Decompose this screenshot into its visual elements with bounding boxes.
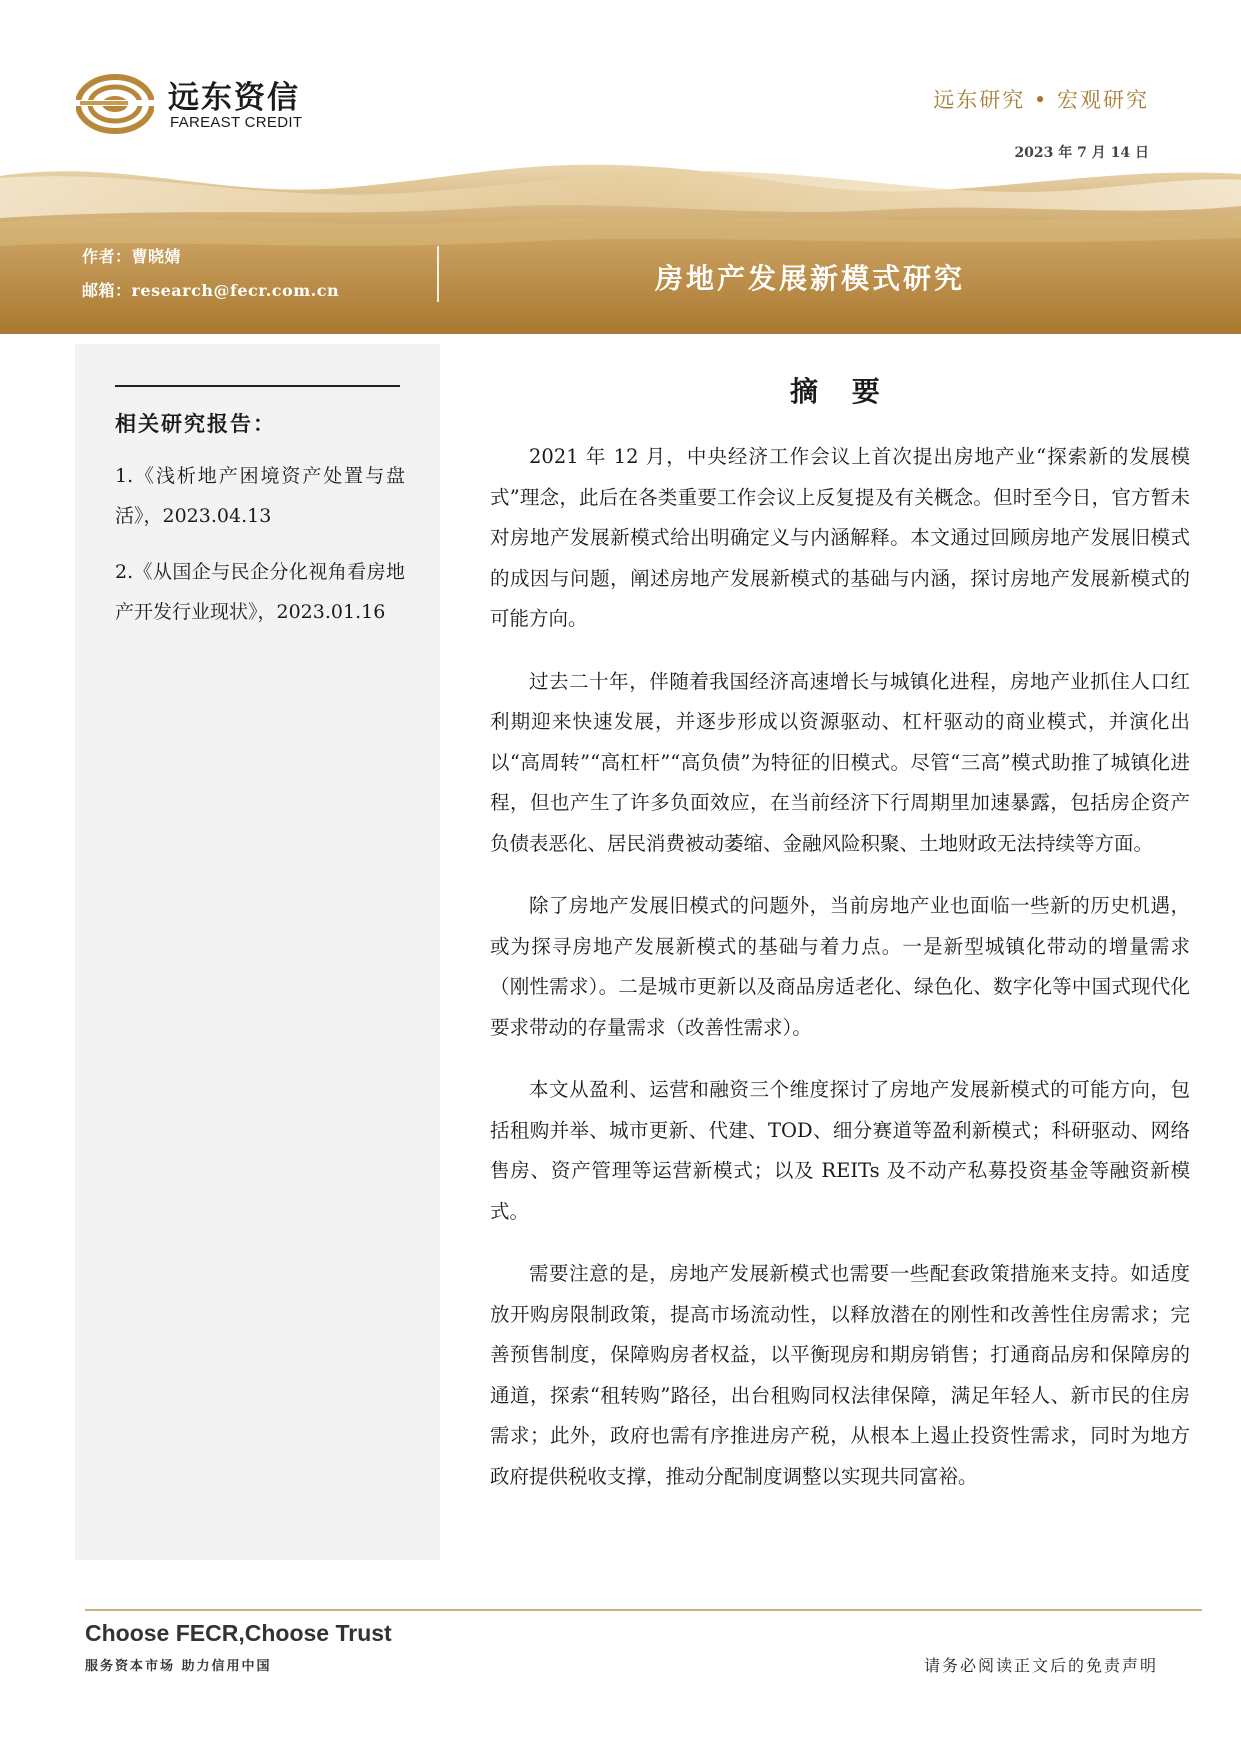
document-title: 房地产发展新模式研究 (655, 262, 966, 295)
title-banner (0, 158, 1241, 334)
summary-body (490, 437, 1190, 1519)
related-reports-list (115, 456, 405, 648)
footer-disclaimer: 请务必阅读正文后的免责声明 (923, 1656, 1158, 1675)
logo-emblem-icon (76, 74, 154, 134)
related-reports-heading: 相关研究报告： (115, 411, 276, 436)
related-report-item[interactable]: 1.《浅析地产困境资产处置与盘活》，2023.04.13 (115, 465, 405, 527)
sidebar-rule (115, 385, 400, 387)
summary-paragraph: 2021 年 12 月，中央经济工作会议上首次提出房地产业“探索新的发展模式”理念，此后在各类重要工作会议上反复提及有关概念。但时至今日，官方暂未对房地产发展新模式给出明确定义与内涵解释。本文通过回顾房地产发展旧模式的成因与问题，阐述房地产发展新模式的基础与内涵，探讨房地产发展新模式的可能方向。 (490, 445, 1190, 630)
footer-tagline: 服务资本市场 助力信用中国 (85, 1659, 272, 1674)
logo-english-name: FAREAST CREDIT (170, 114, 303, 131)
summary-paragraph: 除了房地产发展旧模式的问题外，当前房地产业也面临一些新的历史机遇，或为探寻房地产发展新模式的基础与着力点。一是新型城镇化带动的增量需求（刚性需求）。二是城市更新以及商品房适老化、绿色化、数字化等中国式现代化要求带动的存量需求（改善性需求）。 (490, 894, 1190, 1039)
author: 作者：曹晓婧 (82, 247, 182, 266)
summary-paragraph: 本文从盈利、运营和融资三个维度探讨了房地产发展新模式的可能方向，包括租购并举、城市更新、代建、TOD、细分赛道等盈利新模式；科研驱动、网络售房、资产管理等运营新模式；以及 REITs 及不动产私募投资基金等融资新模式。 (490, 1078, 1190, 1223)
summary-title: 摘 要 (790, 375, 892, 408)
footer-slogan: Choose FECR,Choose Trust (85, 1620, 392, 1646)
banner-divider (437, 246, 439, 302)
related-report-item[interactable]: 2.《从国企与民企分化视角看房地产开发行业现状》，2023.01.16 (115, 561, 405, 623)
footer-rule (85, 1609, 1202, 1611)
company-logo (76, 72, 316, 142)
summary-paragraph: 需要注意的是，房地产发展新模式也需要一些配套政策措施来支持。如适度放开购房限制政策，提高市场流动性，以释放潜在的刚性和改善性住房需求；完善预售制度，保障购房者权益，以平衡现房和期房销售；打通商品房和保障房的通道，探索“租转购”路径，出台租购同权法律保障，满足年轻人、新市民的住房需求；此外，政府也需有序推进房产税，从根本上遏止投资性需求，同时为地方政府提供税收支撑，推动分配制度调整以实现共同富裕。 (490, 1262, 1190, 1488)
email[interactable]: 邮箱：research@fecr.com.cn (82, 281, 340, 300)
logo-chinese-name: 远东资信 (168, 80, 300, 116)
report-date: 2023 年 7 月 14 日 (1014, 145, 1149, 161)
summary-paragraph: 过去二十年，伴随着我国经济高速增长与城镇化进程，房地产业抓住人口红利期迎来快速发展，并逐步形成以资源驱动、杠杆驱动的商业模式，并演化出以“高周转”“高杠杆”“高负债”为特征的旧模式。尽管“三高”模式助推了城镇化进程，但也产生了许多负面效应，在当前经济下行周期里加速暴露，包括房企资产负债表恶化、居民消费被动萎缩、金融风险积聚、土地财政无法持续等方面。 (490, 669, 1190, 855)
research-series: 远东研究 • 宏观研究 (933, 88, 1149, 112)
